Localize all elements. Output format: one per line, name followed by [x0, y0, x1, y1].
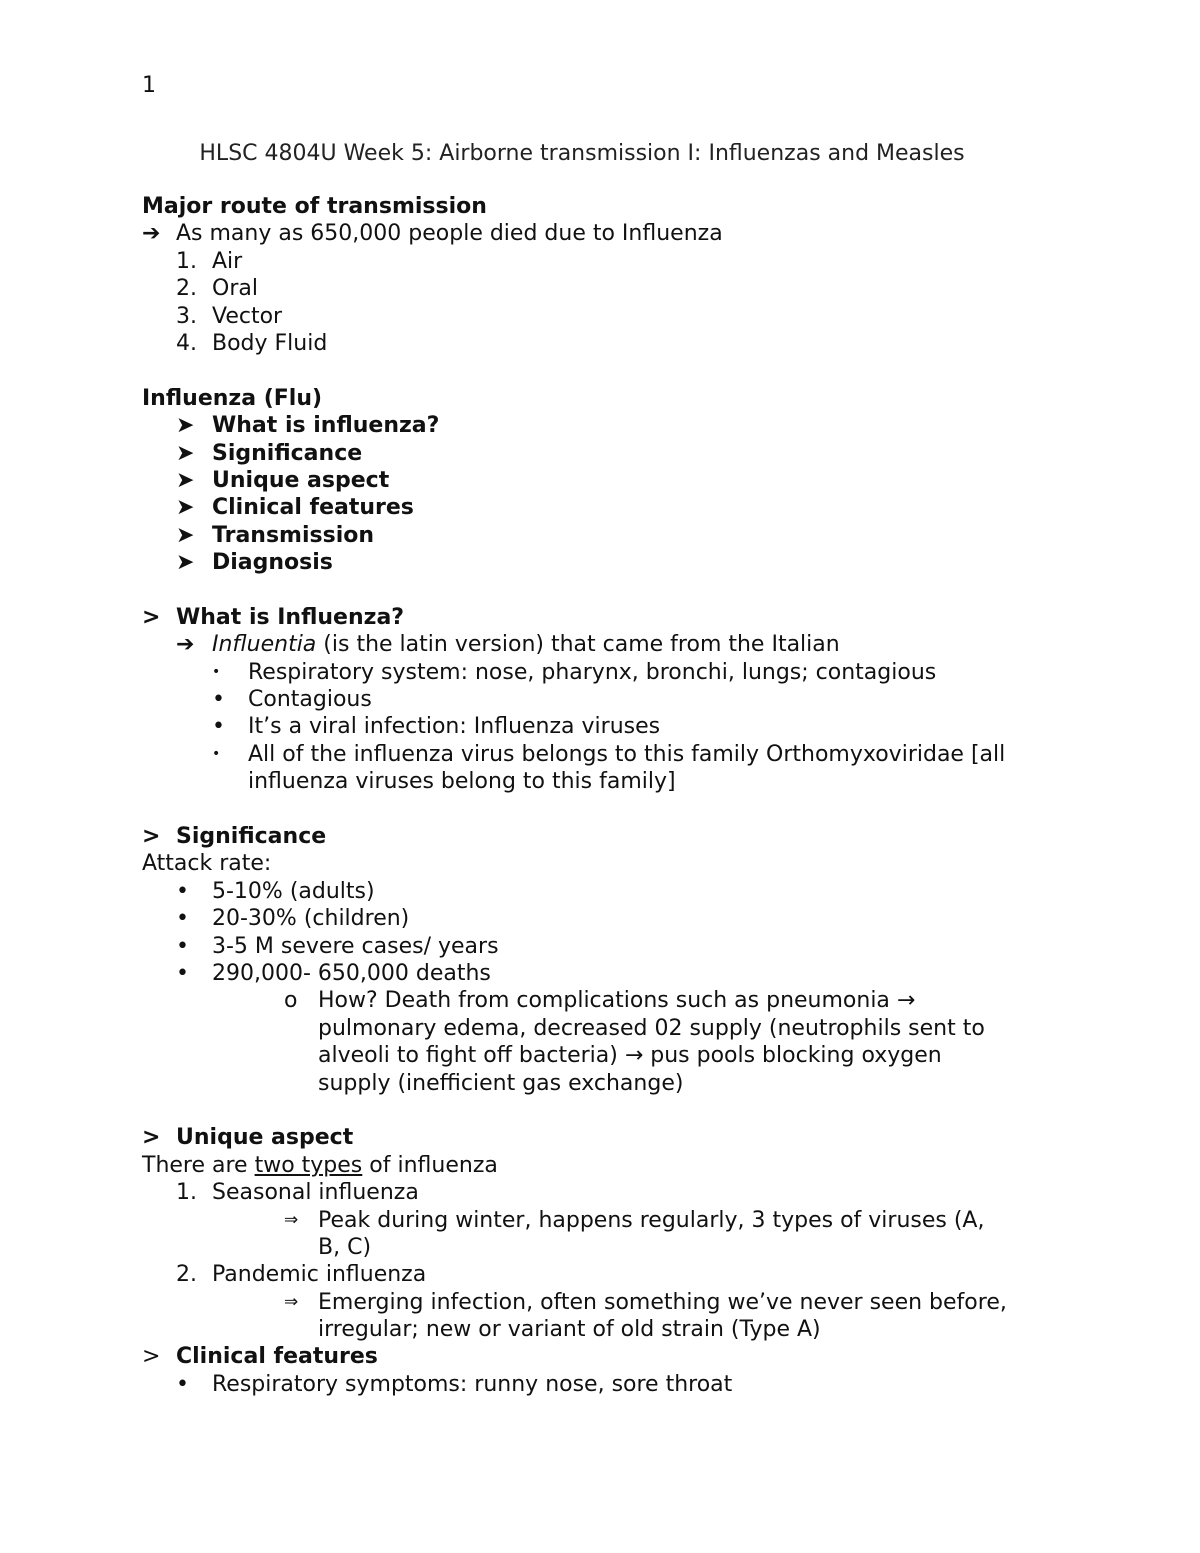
- chevron-right-icon: >: [142, 1125, 161, 1151]
- list-item-text: Oral: [212, 276, 258, 302]
- section-heading-clinical: [142, 1343, 1072, 1370]
- arrow-line-text: (is the latin version) that came from the Italian: [323, 632, 840, 658]
- bullet-text: 3-5 M severe cases/ years: [212, 933, 499, 959]
- sub-bullet-item: [142, 1207, 1072, 1234]
- sub-bullet-item: [142, 987, 1072, 1014]
- bullet-text: influenza viruses belong to this family]: [248, 769, 676, 795]
- document-body: [142, 193, 1072, 1398]
- heading-text: Significance: [176, 824, 327, 850]
- bullet-icon: •: [176, 960, 189, 986]
- sub-bullet-text: Peak during winter, happens regularly, 3 types of viruses (A,: [318, 1207, 985, 1233]
- bullet-text: 20-30% (children): [212, 906, 410, 932]
- sub-bullet-text: pulmonary edema, decreased 02 supply (neutrophils sent to: [318, 1015, 985, 1041]
- document-title: HLSC 4804U Week 5: Airborne transmission I: Influenzas and Measles: [199, 141, 965, 166]
- double-arrow-icon: ⇒: [284, 1209, 299, 1230]
- bullet-icon: •: [176, 933, 189, 959]
- circle-bullet-icon: o: [284, 988, 298, 1014]
- intro-text: There are: [142, 1152, 248, 1178]
- sub-bullet-text: alveoli to fight off bacteria) → pus pools blocking oxygen: [318, 1043, 942, 1069]
- list-number: 2.: [176, 1262, 197, 1288]
- sub-bullet-item: [142, 1289, 1072, 1316]
- bullet-icon: •: [176, 1371, 189, 1397]
- bullet-icon: •: [212, 714, 225, 740]
- bullet-icon: •: [176, 906, 189, 932]
- italic-term: Influentia: [212, 632, 317, 658]
- heading-text: Clinical features: [176, 1344, 378, 1370]
- topic-text: Diagnosis: [212, 550, 333, 576]
- bullet-text: It’s a viral infection: Influenza viruses: [248, 714, 661, 740]
- list-item-text: Vector: [212, 303, 283, 329]
- bullet-item: [142, 741, 1072, 768]
- arrowhead-icon: ➤: [176, 467, 195, 493]
- bullet-item: [142, 933, 1072, 960]
- sub-bullet-continuation: [142, 1316, 1072, 1343]
- section-heading-what-is: [142, 604, 1072, 631]
- bullet-item: [142, 659, 1072, 686]
- heading-text: Unique aspect: [176, 1125, 354, 1151]
- topic-text: What is influenza?: [212, 413, 440, 439]
- bullet-item: [142, 960, 1072, 987]
- section-heading-significance: [142, 823, 1072, 850]
- list-number: 1.: [176, 248, 197, 274]
- sub-bullet-text: Emerging infection, often something we’ve never seen before,: [318, 1289, 1007, 1315]
- attack-rate-label: Attack rate:: [142, 851, 272, 877]
- list-item: [142, 248, 1072, 275]
- bullet-text: Respiratory system: nose, pharynx, bronchi, lungs; contagious: [248, 659, 937, 685]
- sub-bullet-continuation: [142, 1070, 1072, 1097]
- sub-bullet-text: How? Death from complications such as pneumonia →: [318, 988, 916, 1014]
- list-item-text: Seasonal influenza: [212, 1180, 419, 1206]
- list-number: 4.: [176, 330, 197, 356]
- bullet-item: [142, 686, 1072, 713]
- list-item: [142, 1179, 1072, 1206]
- underlined-text: two types: [254, 1152, 363, 1178]
- double-arrow-icon: ⇒: [284, 1291, 299, 1312]
- bullet-icon: •: [212, 745, 221, 762]
- arrow-line-influentia: [142, 631, 1072, 658]
- bullet-item: [142, 905, 1072, 932]
- sub-bullet-continuation: [142, 1042, 1072, 1069]
- list-item-text: Air: [212, 248, 243, 274]
- unique-intro: [142, 1152, 1072, 1179]
- bullet-item: [142, 713, 1072, 740]
- arrowhead-icon: ➤: [176, 440, 195, 466]
- bullet-text: 5-10% (adults): [212, 878, 375, 904]
- bullet-continuation: [142, 768, 1072, 795]
- arrowhead-icon: ➤: [176, 522, 195, 548]
- topic-item: [142, 467, 1072, 494]
- topic-item: [142, 412, 1072, 439]
- section-heading-unique: [142, 1124, 1072, 1151]
- bullet-text: Contagious: [248, 687, 372, 713]
- chevron-right-icon: >: [142, 604, 161, 630]
- arrowhead-icon: ➤: [176, 550, 195, 576]
- intro-text: of influenza: [369, 1152, 498, 1178]
- bullet-item: [142, 878, 1072, 905]
- arrowhead-icon: ➤: [176, 413, 195, 439]
- bullet-text: Respiratory symptoms: runny nose, sore throat: [212, 1371, 733, 1397]
- list-item: [142, 303, 1072, 330]
- topic-text: Unique aspect: [212, 467, 390, 493]
- topic-item: [142, 522, 1072, 549]
- topic-text: Transmission: [212, 522, 375, 548]
- topic-text: Clinical features: [212, 495, 414, 521]
- section-heading-influenza: Influenza (Flu): [142, 385, 323, 411]
- sub-bullet-continuation: [142, 1015, 1072, 1042]
- topic-item: [142, 549, 1072, 576]
- bullet-icon: •: [212, 663, 221, 680]
- bullet-item: [142, 1371, 1072, 1398]
- bullet-text: 290,000- 650,000 deaths: [212, 960, 491, 986]
- page-number: 1: [142, 73, 156, 98]
- list-item: [142, 1261, 1072, 1288]
- list-item: [142, 275, 1072, 302]
- chevron-right-icon: >: [142, 1344, 161, 1370]
- list-item-text: Body Fluid: [212, 330, 328, 356]
- topic-item: [142, 440, 1072, 467]
- sub-bullet-text: supply (inefficient gas exchange): [318, 1070, 684, 1096]
- list-number: 1.: [176, 1180, 197, 1206]
- arrow-line-deaths: [142, 220, 1072, 247]
- list-number: 2.: [176, 276, 197, 302]
- heading-text: What is Influenza?: [176, 604, 405, 630]
- bullet-icon: •: [212, 687, 225, 713]
- arrowhead-icon: ➤: [176, 495, 195, 521]
- bullet-icon: •: [176, 878, 189, 904]
- list-item-text: Pandemic influenza: [212, 1262, 427, 1288]
- section-heading-major-route: Major route of transmission: [142, 194, 487, 219]
- bullet-text: All of the influenza virus belongs to this family Orthomyxoviridae [all: [248, 741, 1006, 767]
- list-item: [142, 330, 1072, 357]
- arrow-line-text: As many as 650,000 people died due to Influenza: [176, 221, 723, 247]
- chevron-right-icon: >: [142, 824, 161, 850]
- topic-text: Significance: [212, 440, 363, 466]
- list-number: 3.: [176, 303, 197, 329]
- sub-bullet-continuation: [142, 1234, 1072, 1261]
- topic-item: [142, 494, 1072, 521]
- sub-bullet-text: irregular; new or variant of old strain (Type A): [318, 1317, 821, 1343]
- arrow-right-icon: ➔: [142, 221, 161, 247]
- arrow-right-icon: ➔: [176, 632, 195, 658]
- sub-bullet-text: B, C): [318, 1234, 372, 1260]
